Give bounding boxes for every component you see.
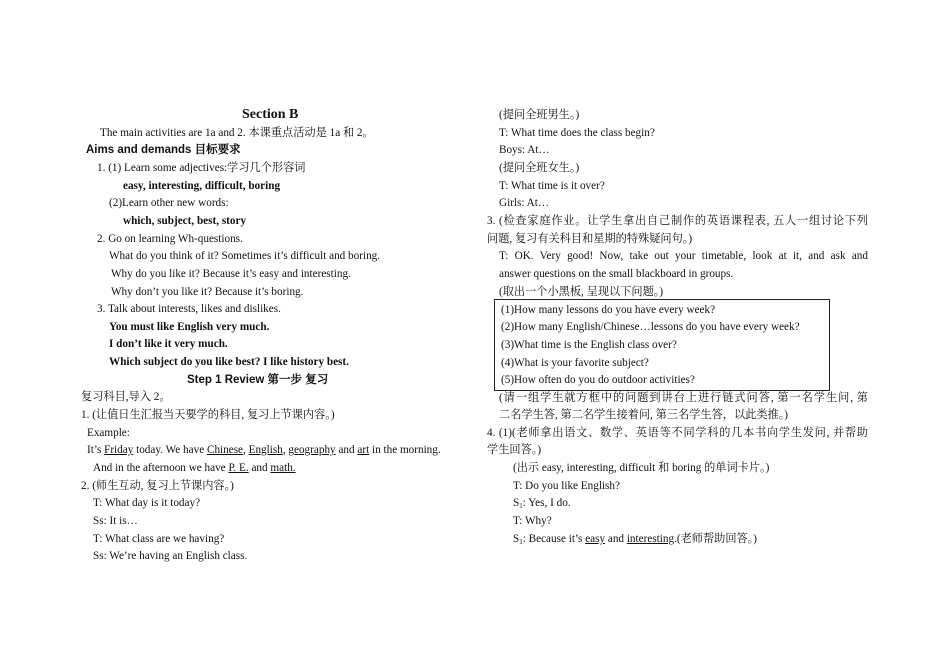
item-3-line-2: 问题, 复习有关科目和星期的特殊疑问句。)	[487, 233, 693, 245]
dialogue-line-2: Ss: It is…	[93, 515, 138, 527]
dialogue-s-2	[513, 532, 757, 549]
speaker-subscript: 1	[519, 502, 523, 510]
speaker-text: .(老师帮助回答。)	[674, 533, 758, 545]
underlined-word: interesting	[626, 533, 675, 545]
example-text: in the morning.	[369, 444, 441, 456]
item-4-line-1: 4. (1)(老师拿出语文、数学、英语等不同学科的几本书向学生发问, 并帮助	[487, 427, 868, 439]
aim-2-question-2: Why do you like it? Because it’s easy and interesting.	[111, 268, 351, 280]
right-line-6: Girls: At…	[499, 197, 550, 209]
item-4-line-2: 学生回答。)	[487, 444, 542, 456]
teacher-line-2: answer questions on the small blackboard in groups.	[499, 268, 734, 280]
teacher-line-1: T: OK. Very good! Now, take out your timetable, look at it, and ask and	[499, 250, 868, 262]
item-1: 1. (让值日生汇报当天要学的科目, 复习上节课内容。)	[81, 409, 335, 421]
example-text: It’s	[87, 444, 105, 456]
aim-1-2-words: which, subject, best, story	[123, 215, 247, 227]
dialogue-t-1: T: Do you like English?	[513, 480, 620, 492]
intro-text: The main activities are 1a and 2. 本课重点活动是 1a 和 2。	[100, 127, 374, 139]
aim-1-words: easy, interesting, difficult, boring	[123, 180, 281, 192]
aim-1-2: (2)Learn other new words:	[109, 197, 229, 209]
right-line-3: Boys: At…	[499, 144, 550, 156]
underlined-word: P. E.	[228, 462, 249, 474]
chain-instruction-1: (请一组学生就方框中的问题到讲台上进行链式问答, 第一名学生问, 第	[499, 392, 868, 404]
item-2: 2. (师生互动, 复习上节课内容。)	[81, 480, 234, 492]
box-question-2: (2)How many English/Chinese…lessons do you have every week?	[501, 321, 800, 333]
example-text: ,	[282, 444, 289, 456]
underlined-word: Chinese	[206, 444, 244, 456]
dialogue-line-3: T: What class are we having?	[93, 533, 225, 545]
box-question-3: (3)What time is the English class over?	[501, 339, 677, 351]
blackboard-note: (取出一个小黑板, 呈现以下问题。)	[499, 286, 664, 298]
step-1-heading: Step 1 Review 第一步 复习	[187, 374, 329, 386]
underlined-word: geography	[288, 444, 336, 456]
section-title: Section B	[242, 107, 299, 122]
speaker-text: : Yes, I do.	[522, 497, 571, 509]
aims-heading: Aims and demands 目标要求	[86, 144, 241, 156]
underlined-word: art	[357, 444, 370, 456]
example-text: ,	[243, 444, 249, 456]
speaker-label: S	[513, 497, 520, 509]
example-line-1	[87, 443, 441, 457]
example-text: today. We have	[133, 444, 207, 456]
aim-2-question-3: Why don’t you like it? Because it’s boring.	[111, 286, 304, 298]
aim-3-sentence-3: Which subject do you like best? I like history best.	[109, 356, 349, 368]
underlined-word: math.	[270, 462, 296, 474]
box-question-4: (4)What is your favorite subject?	[501, 357, 649, 369]
item-3-line-1: 3. (检查家庭作业。让学生拿出自己制作的英语课程表, 五人一组讨论下列	[487, 215, 868, 227]
aim-2-question-1: What do you think of it? Sometimes it’s difficult and boring.	[109, 250, 381, 262]
aim-3-sentence-1: You must like English very much.	[109, 321, 270, 333]
dialogue-line-4: Ss: We’re having an English class.	[93, 550, 248, 562]
box-question-5: (5)How often do you do outdoor activities?	[501, 374, 695, 386]
aim-1: 1. (1) Learn some adjectives:学习几个形容词	[97, 162, 306, 174]
speaker-text: : Because it’s	[522, 533, 586, 545]
example-label: Example:	[87, 427, 130, 439]
dialogue-line-1: T: What day is it today?	[93, 497, 201, 509]
example-text: and	[248, 462, 271, 474]
speaker-text: and	[605, 533, 627, 545]
underlined-word: Friday	[104, 444, 134, 456]
speaker-subscript: 1	[519, 538, 523, 546]
aim-2: 2. Go on learning Wh-questions.	[97, 233, 243, 245]
underlined-word: English	[248, 444, 283, 456]
right-line-5: T: What time is it over?	[499, 180, 605, 192]
aim-3-sentence-2: I don’t like it very much.	[109, 338, 228, 350]
word-cards-note: (出示 easy, interesting, difficult 和 boring 的单词卡片。)	[513, 462, 770, 474]
dialogue-s-1	[513, 496, 571, 513]
example-line-2	[93, 461, 296, 475]
chain-instruction-2: 二名学生答, 第二名学生接着问, 第三名学生答，以此类推。)	[499, 409, 789, 421]
underlined-word: easy	[585, 533, 606, 545]
right-line-2: T: What time does the class begin?	[499, 127, 655, 139]
review-text: 复习科目,导入 2。	[81, 391, 171, 403]
box-question-1: (1)How many lessons do you have every week?	[501, 304, 716, 316]
right-line-1: (提问全班男生。)	[499, 109, 580, 121]
speaker-label: S	[513, 533, 520, 545]
right-line-4: (提问全班女生。)	[499, 162, 580, 174]
example-text: and	[335, 444, 358, 456]
aim-3: 3. Talk about interests, likes and dislikes.	[97, 303, 281, 315]
dialogue-t-2: T: Why?	[513, 515, 552, 527]
example-text: And in the afternoon we have	[93, 462, 229, 474]
